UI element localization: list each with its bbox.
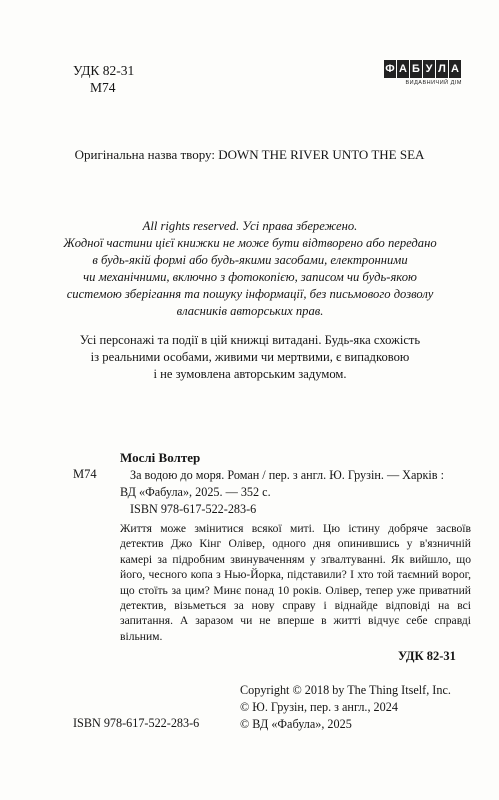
copyright-line: © ВД «Фабула», 2025: [240, 717, 352, 731]
rights-line: власників авторських прав.: [176, 304, 324, 318]
isbn-bottom: ISBN 978-617-522-283-6: [73, 716, 200, 730]
copyright-line: Copyright © 2018 by The Thing Itself, Inc.: [240, 683, 451, 697]
rights-line: Жодної частини цієї книжки не може бути відтворено або передано: [63, 236, 437, 250]
logo-letter: Б: [410, 60, 422, 78]
original-title: Оригінальна назва твору: DOWN THE RIVER UNTO THE SEA: [74, 147, 425, 162]
logo-letter: А: [449, 60, 461, 78]
udk-footer: УДК 82-31: [398, 649, 456, 663]
logo-subtitle: ВИДАВНИЧИЙ ДІМ: [405, 80, 462, 86]
logo-letter: А: [397, 60, 409, 78]
logo-letters: [384, 60, 462, 78]
udk-label: УДК 82-31: [73, 63, 135, 78]
author-code: М74: [90, 80, 116, 95]
copyright-block: [240, 682, 451, 733]
logo-letter: У: [423, 60, 435, 78]
rights-line: All rights reserved. Усі права збережено.: [142, 219, 358, 233]
catalog-line: ВД «Фабула», 2025. — 352 с.: [120, 485, 271, 499]
logo-letter: Ф: [384, 60, 396, 78]
catalog-line: За водою до моря. Роман / пер. з англ. Ю. Грузін. — Харків :: [130, 468, 444, 482]
catalog-isbn: ISBN 978-617-522-283-6: [130, 502, 257, 516]
logo-letter: Л: [436, 60, 448, 78]
copyright-line: © Ю. Грузін, пер. з англ., 2024: [240, 700, 398, 714]
catalog-entry: [120, 467, 471, 518]
rights-notice: [40, 218, 460, 320]
catalog-code: М74: [73, 467, 97, 481]
rights-line: чи механічними, включно з фотокопією, записом чи будь-якою: [83, 270, 417, 284]
rights-line: системою зберігання та пошуку інформації, без письмового дозволу: [66, 287, 434, 301]
annotation: Життя може змінитися всякої миті. Цю істину добряче засвоїв детектив Джо Кінг Олівер, одного дня опинившись у в'язничній камері за підробним звинуваченням у зґвалтуванні. Як вийшло, що його, чесного копа з Нью-Йорка, підставили? І хто той таємний ворог, що стоїть за цим? Минє понад 10 років. Олівер, тепер уже приватний детектив, візьметься за нову справу і віднайде відповіді на всі запитання. А заразом чи не вперше в житті відчує себе справді вільним.: [120, 522, 471, 643]
catalog-author: Мослі Волтер: [120, 450, 201, 465]
fiction-line: Усі персонажі та події в цій книжці витадані. Будь-яка схожість: [79, 333, 421, 347]
udk-header: [73, 62, 134, 96]
fiction-line: і не зумовлена авторським задумом.: [153, 367, 347, 381]
fiction-line: із реальними особами, живими чи мертвими, є випадковою: [90, 350, 410, 364]
rights-line: в будь-якій формі або будь-якими засобами, електронними: [92, 253, 408, 267]
fiction-notice: [40, 332, 460, 383]
publisher-logo: [384, 60, 462, 86]
